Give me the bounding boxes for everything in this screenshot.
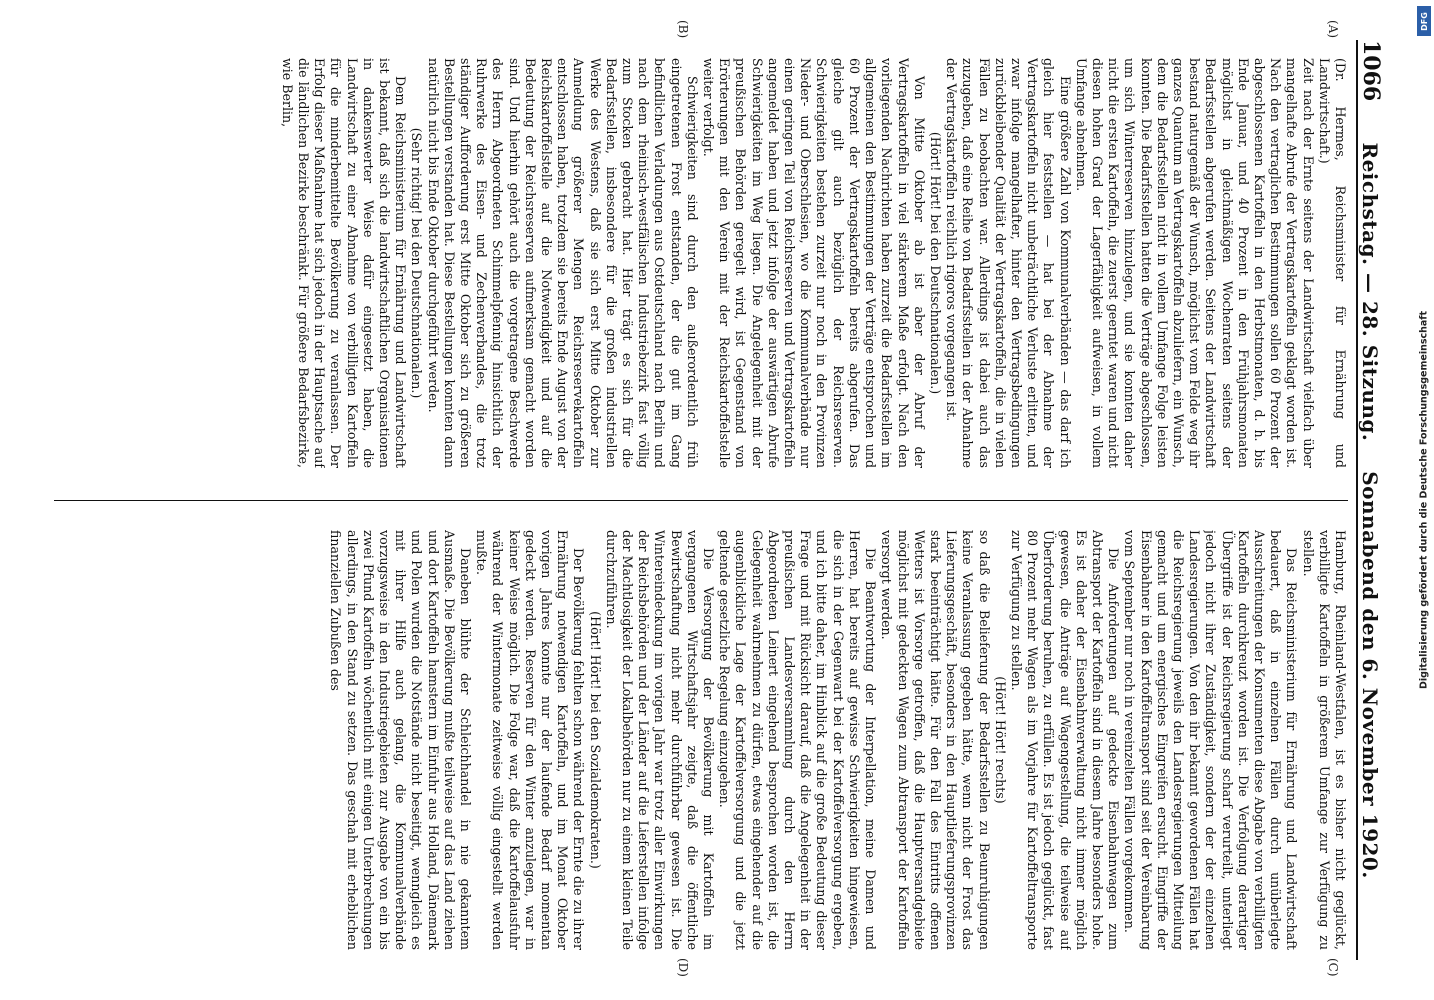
paragraph: Der Bevölkerung fehlten schon während der Ernte die zu ihrer Ernährung notwendigen Kartoffeln, und im Monat Oktober vorigen Jahres konnte nur der laufende Bedarf momentan gedeckt werden. Reserven für den Winter anzulegen, war in keiner Weise möglich. Die Folge war, daß die Kartoffelausfuhr während der Wintermonate zeitweise völlig eingestellt werden mußte.: [474, 530, 587, 950]
digitization-credit: Digitalisierung gefördert durch die Deutsche Forschungsgemeinschaft: [1418, 311, 1430, 689]
session-title: Reichstag. — 28. Sitzung.: [1358, 142, 1382, 442]
interjection: (Hört! Hört! rechts): [992, 676, 1008, 804]
document-page: [30, 0, 1410, 1000]
right-column: [54, 530, 1348, 950]
margin-mark-c: (C): [1326, 958, 1340, 977]
paragraph: Eine größere Zahl von Kommunalverbänden — das darf ich gleich hier feststellen — hat bei der Abnahme der Vertragskartoffeln nicht unbeträchtliche Verluste erlitten, und zwar infolge mangelhafter, hinter den Vertragsbedingungen zurückbleibender Qualität der Vertragskartoffeln, die in vielen Fällen zu beobachten war. Allerdings ist dabei auch das zuzugeben, daß eine Reihe von Bedarfsstellen in der Abnahme der Vertragskartoffeln reichlich rigoros vorgegangen ist.: [944, 58, 1073, 468]
paragraph: Von Mitte Oktober ab ist aber der Abruf der Vertragskartoffeln in viel stärkerem Maße erfolgt. Nach den vorliegenden Nachrichten haben zurzeit die Bedarfsstellen im allgemeinen den Bestimmungen der Verträge entsprochen und 60 Prozent der Vertragskartoffeln bereits abgerufen. Das gleiche gilt auch bezüglich der Reichsreserven. Schwierigkeiten bestehen zurzeit nur noch in den Provinzen Nieder- und Oberschlesien, wo die Kommunalverbände nur einen geringen Teil von Reichsreserven und Vertragskartoffeln angemeldet haben und jetzt infolge der auswärtigen Abrufe Schwierigkeiten im Weg liegen. Die Angelegenheit mit der preußischen Behörden geregelt wird, ist Gegenstand von Erörterungen mit den Verein mit der Reichskartoffelstelle weiter verfolgt.: [701, 58, 927, 468]
paragraph: Die Versorgung der Bevölkerung mit Kartoffeln im vergangenen Wirtschaftsjahr zeigte, daß die öffentliche Bewirtschaftung nicht mehr durchführbar gewesen ist. Die Wintereindeckung im vorigen Jahr war trotz aller Einwirkungen der Reichsbehörden und der Länder auf die Lieferstellen infolge der Machtlosigkeit der Lokalbehörden nur zu einem kleinen Teile durchzuführen.: [603, 530, 717, 950]
paragraph: Hamburg, Rheinland-Westfalen, ist es bisher nicht geglückt, verbilligte Kartoffeln in größerem Umfange zur Verfügung zu stellen.: [1300, 530, 1348, 950]
margin-mark-d: (D): [676, 958, 690, 977]
paragraph: Die Anforderungen auf gedeckte Eisenbahnwagen zum Abtransport der Kartoffeln sind in diesem Jahre besonders hohe. Es ist daher der Eisenbahnverwaltung nicht immer möglich gewesen, die Anträge auf Wagengestellung, die teilweise auf Überforderung beruhen, zu erfüllen. Es ist jedoch geglückt, fast 80 Prozent mehr Wagen als im Vorjahre für Kartoffeltransporte zur Verfügung zu stellen.: [1008, 530, 1122, 950]
speaker-line: (Dr. Hermes, Reichsminister für Ernährung und Landwirtschaft.): [1316, 58, 1348, 468]
paragraph: Schwierigkeiten sind durch den außerordentlich früh eingetretenen Frost entstanden, der die gut im Gang befindlichen Verladungen aus Ostdeutschland nach Berlin und nach dem rheinisch-westfälischen Industriebezirk fast völlig zum Stocken gebracht hat. Hier trägt es sich für die Bedarfsstellen, insbesondere für die großen industriellen Werke des Westens, daß sie sich erst Mitte Oktober zur Anmeldung größerer Mengen Reichsreservekartoffeln entschlossen haben, trotzdem sie bereits Ende August von der Reichskartoffelstelle auf die Notwendigkeit und auf die Bedeutung der Reichsreserven aufmerksam gemacht worden sind. Und hierhin gehört auch die vorgetragene Beschwerde des Herrn Abgeordneten Schimmelpfennig hinsichtlich der Ruhrwerke des Eisen- und Zechenverbandes, die trotz ständiger Aufforderung erst Mitte Oktober sich zu größeren Bestellungen verstanden hat. Diese Bestellungen konnten dann natürlich nicht bis Ende Oktober durchgeführt werden.: [425, 58, 700, 468]
page-header: [1356, 40, 1392, 960]
column-divider: [54, 500, 1348, 501]
paragraph: Daneben blühte der Schleichhandel in nie gekanntem Ausmaße. Die Bevölkerung mußte teilweise auf das Land ziehen und dort Kartoffeln hamstern im Einfuhr aus Holland, Dänemark und Polen wurden die Notstände nicht beseitigt, wenngleich es mit ihrer Hilfe auch gelang, die Kommunalverbände vorzugsweise in den Industriegebieten zur Ausgabe von ein bis zwei Pfund Kartoffeln wöchentlich mit einigen Unterbrechungen allerdings, in den Stand zu setzen. Das geschah mit erheblichen finanziellen Zubußen des: [328, 530, 474, 950]
page-number: 1066: [1358, 40, 1384, 102]
interjection: (Hört! Hört! bei den Sozialdemokraten.): [587, 611, 603, 869]
interjection: (Sehr richtig! bei den Deutschnationalen.): [409, 127, 425, 399]
paragraph: Dem Reichsministerium für Ernährung und Landwirtschaft ist bekannt, daß sich die landwirtschaftlichen Organisationen in dankenswerter Weise dafür eingesetzt haben, die Landwirtschaft zu einer Abnahme von verbilligten Kartoffeln für die minderbemittelte Bevölkerung zu veranlassen. Der Erfolg dieser Maßnahme hat sich jedoch in der Hauptsache auf die ländlichen Bezirke beschränkt. Für größere Bedarfsbezirke, wie Berlin,: [279, 58, 409, 468]
margin-mark-b: (B): [676, 20, 690, 39]
left-column: [54, 58, 1348, 468]
margin-mark-a: (A): [1326, 20, 1340, 39]
paragraph: Die Beantwortung der Interpellation, meine Damen und Herren, hat bereits auf gewisse Schwierigkeiten hingewiesen, die sich in der Gegenwart bei der Kartoffelversorgung ergeben, und ich bitte daher, im Hinblick auf die große Bedeutung dieser Frage und mit Rücksicht darauf, daß die Angelegenheit in der preußischen Landesversammlung durch den Herrn Abgeordneten Leinert eingehend besprochen worden ist, die Gelegenheit wahrnehmen zu dürfen, etwas eingehender auf die augenblickliche Lage der Kartoffelversorgung und die jetzt geltende gesetzliche Regelung einzugehen.: [717, 530, 879, 950]
paragraph: Zeit nach der Ernte seitens der Landwirtschaft vielfach über mangelhafte Abrufe der Vertragskartoffeln geklagt worden ist. Nach den vertraglichen Bestimmungen sollen 60 Prozent der abgeschlossenen Kartoffeln in den Herbstmonaten, d. h. bis Ende Januar, und 40 Prozent in den Frühjahrsmonaten möglichst in gleichmäßigen Wochenraten seitens der Bedarfsstellen abgerufen werden. Seitens der Landwirtschaft bestand naturgemäß der Wunsch, möglichst vom Felde weg ihr ganzes Quantum an Vertragskartoffeln abzuliefern, ein Wunsch, dem die Bedarfsstellen nicht in vollem Umfange Folge leisten konnten. Die Bedarfsstellen hatten die Verträge abgeschlossen, um sich Winterreserven hinzulegen, und sie konnten daher nicht die ersten Kartoffeln, die zuerst geerntet waren und nicht diesen hohen Grad der Lagerfähigkeit aufweisen, in vollem Umfange abnehmen.: [1073, 58, 1316, 468]
dfg-logo: DFG: [1417, 6, 1431, 36]
paragraph: Das Reichsministerium für Ernährung und Landwirtschaft bedauert, daß in einzelnen Fällen durch unüberlegte Ausschreitungen der Konsumenten diese Abgabe von verbilligten Kartoffeln durchkreuzt worden ist. Die Verfolgung derartiger Übergriffe ist der Reichsregierung scharf verurteilt, unterliegt jedoch nicht ihrer Zuständigkeit, sondern der der einzelnen Landesregierungen. Von den ihr bekannt gewordenen Fällen hat die Reichsregierung jeweils den Landesregierungen Mitteilung gemacht und um energisches Eingreifen ersucht. Eingriffe der Eisenbahner in den Kartoffeltransport sind seit der Vereinbarung vom September nur noch in vereinzelten Fällen vorgekommen.: [1122, 530, 1300, 950]
interjection: (Hört! Hört! bei den Deutschnationalen.): [927, 131, 943, 395]
page-running-title: [1358, 142, 1382, 878]
paragraph: so daß die Belieferung der Bedarfsstellen zu Beunruhigungen keine Veranlassung gegeben hätte, wenn nicht der Frost das Lieferungsgeschäft, besonders in den Hauptlieferungsprovinzen stark beeinträchtigt hätte. Für den Fall des Eintritts offenen Wetters ist Vorsorge getroffen, daß die Hauptversandgebiete möglichst mit gedeckten Wagen zum Abtransport der Kartoffeln versorgt werden.: [879, 530, 992, 950]
session-date: Sonnabend den 6. November 1920.: [1358, 471, 1382, 879]
